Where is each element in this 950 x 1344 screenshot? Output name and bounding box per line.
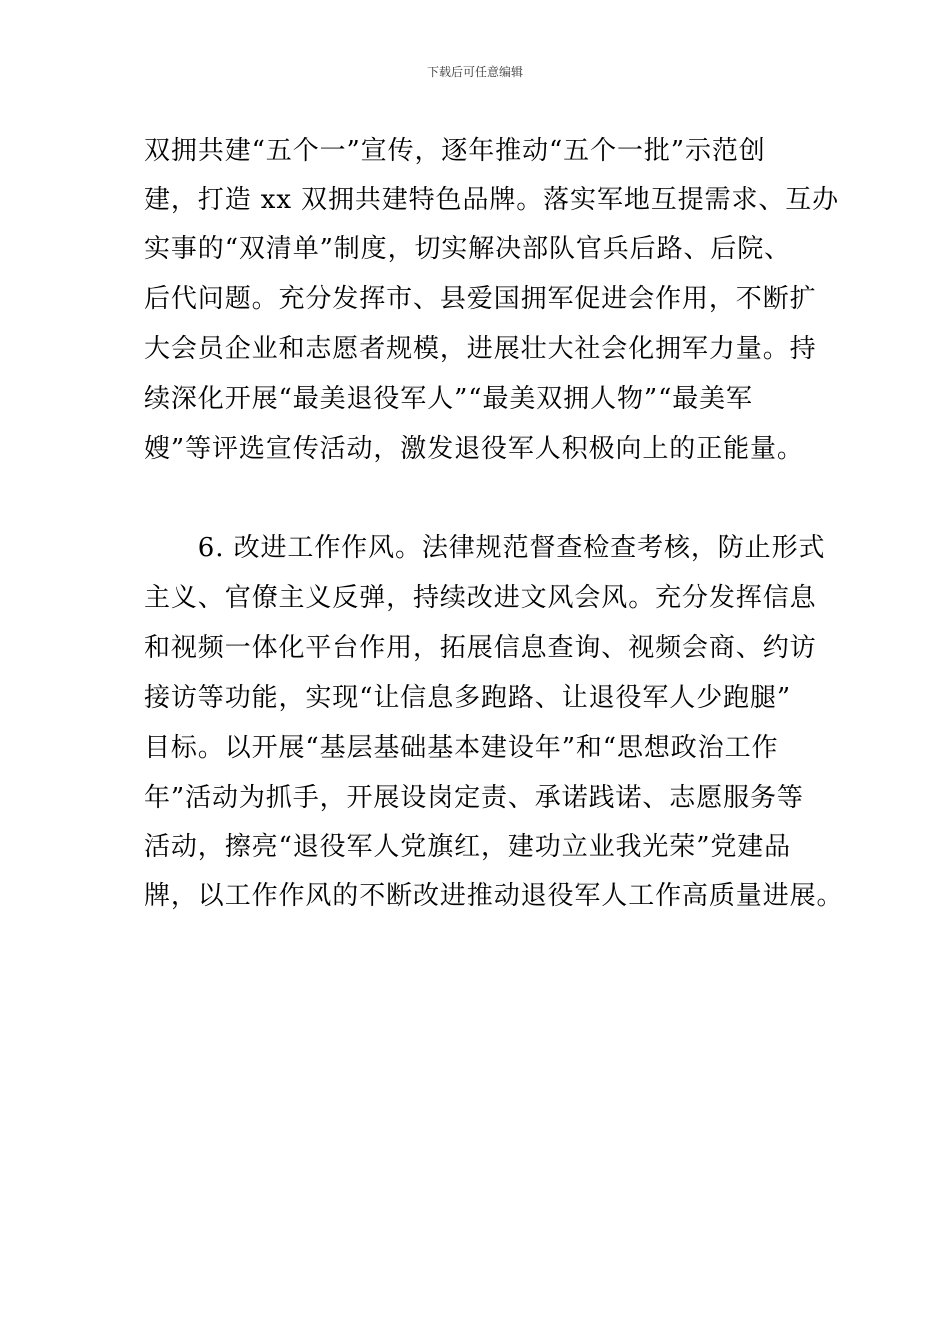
text-line: 目标。以开展“基层基础基本建设年”和“思想政治工作 [144, 733, 779, 763]
text-line: 大会员企业和志愿者规模，进展壮大社会化拥军力量。持 [144, 334, 817, 364]
text-line: 主义、官僚主义反弹，持续改进文风会风。充分发挥信息 [144, 583, 817, 613]
text-line: 和视频一体化平台作用，拓展信息查询、视频会商、约访 [144, 633, 817, 663]
text-line: 接访等功能，实现“让信息多跑路、让退役军人少跑腿” [144, 683, 792, 713]
text-line: 活动，擦亮“退役军人党旗红，建功立业我光荣”党建品 [144, 832, 792, 862]
text-line: 6. 改进工作作风。法律规范督查检查考核，防止形式 [144, 533, 826, 563]
text-line: 建，打造 xx 双拥共建特色品牌。落实军地互提需求、互办 [144, 185, 840, 215]
page-header: 下载后可任意编辑 [426, 65, 523, 79]
text-line: 续深化开展“最美退役军人”“最美双拥人物”“最美军 [144, 384, 753, 414]
text-line: 年”活动为抓手，开展设岗定责、承诺践诺、志愿服务等 [144, 783, 804, 813]
text-line: 双拥共建“五个一”宣传，逐年推动“五个一批”示范创 [144, 136, 766, 166]
text-line: 实事的“双清单”制度，切实解决部队官兵后路、后院、 [144, 234, 792, 264]
text-line: 牌，以工作作风的不断改进推动退役军人工作高质量进展。 [144, 881, 844, 911]
text-line: 后代问题。充分发挥市、县爱国拥军促进会作用，不断扩 [144, 284, 817, 314]
text-line: 嫂”等评选宣传活动，激发退役军人积极向上的正能量。 [144, 434, 804, 464]
